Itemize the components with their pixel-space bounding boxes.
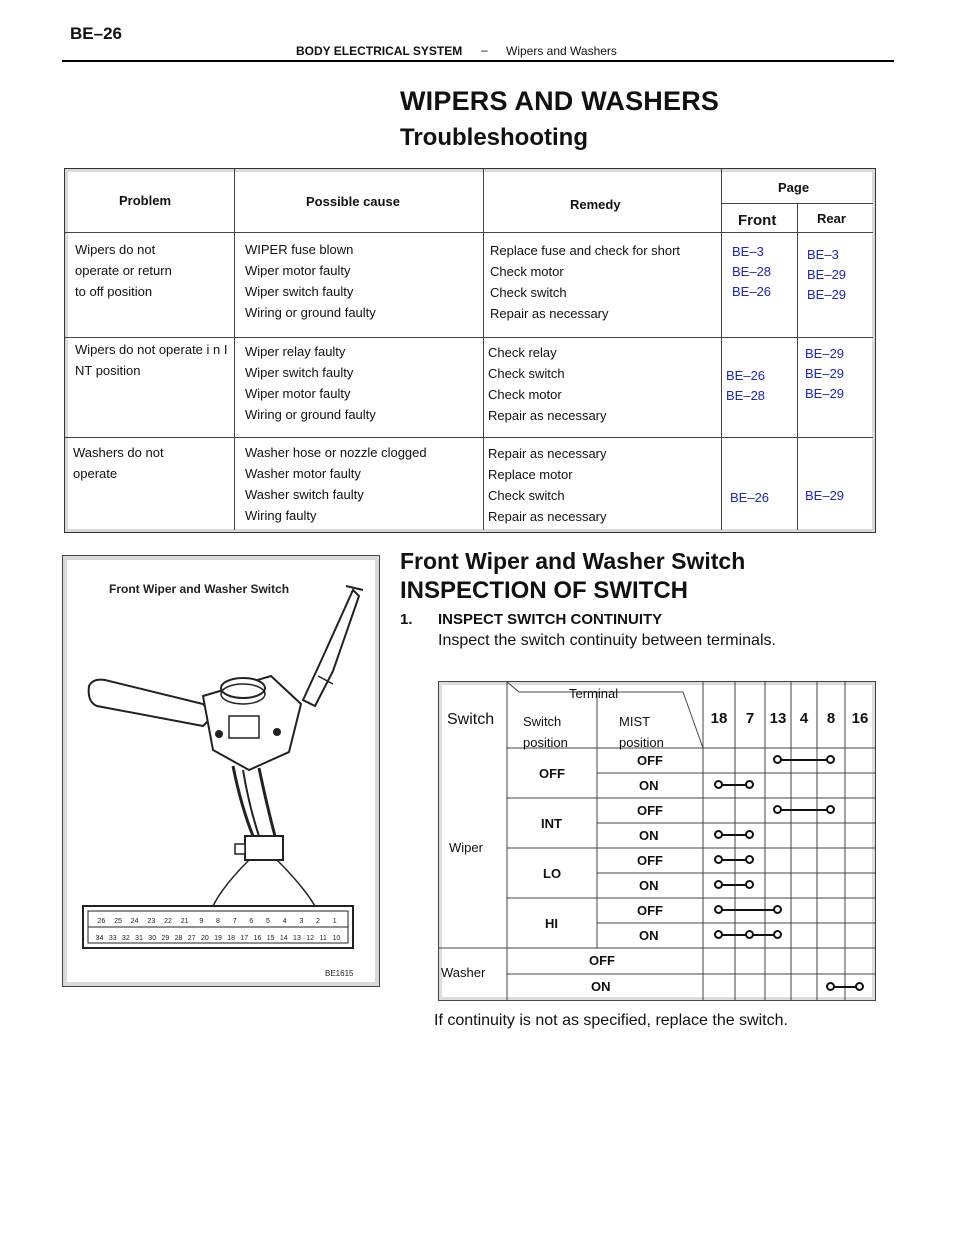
header-page: Page xyxy=(778,180,810,195)
figure-caption: Front Wiper and Washer Switch xyxy=(109,582,290,596)
connector-pin-label: 19 xyxy=(214,935,222,942)
connector-pin-label: 24 xyxy=(130,918,139,925)
continuity-node xyxy=(773,805,782,814)
connector-pin-label: 21 xyxy=(180,918,189,925)
row2-front-pages[interactable]: BE–26 BE–28 xyxy=(726,368,766,403)
connector-pin-label: 9 xyxy=(199,918,204,925)
row2-problem: Wipers do not operate i n I NT position xyxy=(75,342,228,378)
row1-rear-pages[interactable]: BE–3 BE–29 BE–29 xyxy=(807,247,847,302)
troubleshooting-table xyxy=(64,168,876,533)
table-divider xyxy=(65,437,873,438)
header-rear: Rear xyxy=(817,211,846,226)
row3-problem: Washers do not operate xyxy=(73,445,164,481)
mist-off: OFF xyxy=(637,753,663,768)
continuity-node xyxy=(714,905,723,914)
connector-pin-label: 2 xyxy=(316,918,320,925)
header-separator: – xyxy=(481,43,488,57)
continuity-node xyxy=(714,855,723,864)
terminal-16: 16 xyxy=(851,710,869,727)
connector-pin-label: 6 xyxy=(249,918,254,925)
connector-pin-label: 17 xyxy=(240,935,249,942)
connector-pin-label: 3 xyxy=(299,918,304,925)
row3-front-pages[interactable]: BE–26 xyxy=(730,490,770,505)
switch-label: Switch xyxy=(447,711,495,728)
header-rule xyxy=(62,60,894,62)
row1-causes: WIPER fuse blown Wiper motor faulty Wiper switch faulty Wiring or ground faulty xyxy=(245,242,376,320)
header-problem: Problem xyxy=(119,193,172,208)
connector-pin-label: 31 xyxy=(135,935,143,942)
continuity-node xyxy=(714,930,723,939)
connector-pin-label: 26 xyxy=(97,918,106,925)
continuity-wire xyxy=(719,909,778,911)
pos-hi: HI xyxy=(545,916,558,931)
pos-lo: LO xyxy=(543,866,562,881)
connector-pin-label: 33 xyxy=(108,935,117,942)
connector-pin-label: 34 xyxy=(95,935,104,942)
step-description: Inspect the switch continuity between terminals. xyxy=(438,632,776,649)
mist-off: OFF xyxy=(637,903,663,918)
switch-position-label: Switch position xyxy=(523,714,568,750)
connector-top-row xyxy=(97,918,336,925)
table-divider xyxy=(65,337,873,338)
connector-pin-label: 30 xyxy=(148,935,157,942)
continuity-node xyxy=(826,982,835,991)
continuity-node xyxy=(826,755,835,764)
connector-pin-label: 29 xyxy=(161,935,170,942)
header-topic: Wipers and Washers xyxy=(506,44,617,58)
header-cause: Possible cause xyxy=(306,194,400,209)
section-subtitle: INSPECTION OF SWITCH xyxy=(400,577,688,604)
table-divider xyxy=(721,203,873,204)
connector-pin-label: 4 xyxy=(282,918,287,925)
continuity-node xyxy=(714,830,723,839)
washer-off: OFF xyxy=(589,953,615,968)
row3-rear-pages[interactable]: BE–29 xyxy=(805,488,845,503)
row3-remedies: Repair as necessary Replace motor Check switch Repair as necessary xyxy=(488,446,607,524)
group-wiper: Wiper xyxy=(449,840,483,855)
continuity-node xyxy=(773,930,782,939)
mist-position-label: MIST position xyxy=(619,714,664,750)
continuity-node xyxy=(714,780,723,789)
continuity-node xyxy=(773,905,782,914)
terminal-18: 18 xyxy=(710,710,728,727)
connector-pin-label: 10 xyxy=(332,935,341,942)
connector-pin-label: 11 xyxy=(319,935,327,942)
continuity-node xyxy=(714,880,723,889)
table-divider xyxy=(721,169,722,530)
connector-pin-label: 25 xyxy=(114,918,122,925)
continuity-node xyxy=(745,880,754,889)
step-number: 1. xyxy=(400,611,413,628)
mist-on: ON xyxy=(639,928,659,943)
row2-rear-pages[interactable]: BE–29 BE–29 BE–29 xyxy=(805,346,845,401)
switch-illustration xyxy=(62,555,380,987)
connector-pin-label: 5 xyxy=(266,918,270,925)
group-washer: Washer xyxy=(441,965,486,980)
footer-note: If continuity is not as specified, replace the switch. xyxy=(434,1012,788,1029)
continuity-node xyxy=(745,855,754,864)
continuity-node xyxy=(745,930,754,939)
mist-off: OFF xyxy=(637,803,663,818)
connector-pin-label: 15 xyxy=(266,935,275,942)
row1-front-pages[interactable]: BE–3 BE–28 BE–26 xyxy=(732,244,772,299)
connector-pin-label: 14 xyxy=(279,935,288,942)
connector-pin-label: 8 xyxy=(216,918,220,925)
connector-pin-label: 16 xyxy=(253,935,262,942)
pos-off: OFF xyxy=(539,766,565,781)
connector-pin-label: 28 xyxy=(174,935,183,942)
connector-pin-label: 23 xyxy=(147,918,156,925)
connector-pin-label: 7 xyxy=(232,918,237,925)
page-subtitle: Troubleshooting xyxy=(400,124,588,151)
pos-int: INT xyxy=(541,816,562,831)
header-remedy: Remedy xyxy=(570,197,621,212)
continuity-node xyxy=(773,755,782,764)
connector-pin-label: 20 xyxy=(200,935,209,942)
mist-on: ON xyxy=(639,878,659,893)
header-section: BODY ELECTRICAL SYSTEM xyxy=(296,44,463,58)
terminal-7: 7 xyxy=(745,710,755,727)
connector-pin-label: 18 xyxy=(227,935,236,942)
row2-causes: Wiper relay faulty Wiper switch faulty Wiper motor faulty Wiring or ground faulty xyxy=(245,344,376,422)
figure-code: BE1615 xyxy=(325,969,354,978)
wiper-switch-drawing xyxy=(63,556,379,986)
connector-pin-label: 32 xyxy=(121,935,130,942)
page-number: BE–26 xyxy=(70,24,122,43)
section-title: Front Wiper and Washer Switch xyxy=(400,548,746,574)
row1-problem: Wipers do not operate or return to off position xyxy=(75,242,172,299)
terminal-label: Terminal xyxy=(569,686,619,701)
row2-remedies: Check relay Check switch Check motor Repair as necessary xyxy=(488,345,607,423)
continuity-table xyxy=(438,681,876,1001)
connector-pin-label: 1 xyxy=(332,918,337,925)
terminal-4: 4 xyxy=(799,710,809,727)
terminal-13: 13 xyxy=(769,710,787,727)
row1-remedies: Replace fuse and check for short Check motor Check switch Repair as necessary xyxy=(490,243,681,321)
mist-on: ON xyxy=(639,778,659,793)
continuity-node xyxy=(826,805,835,814)
continuity-node xyxy=(855,982,864,991)
connector-pin-label: 22 xyxy=(164,918,172,925)
mist-off: OFF xyxy=(637,853,663,868)
continuity-wire xyxy=(778,809,831,811)
step-title: INSPECT SWITCH CONTINUITY xyxy=(438,611,663,628)
continuity-node xyxy=(745,830,754,839)
connector-pin-label: 27 xyxy=(187,935,196,942)
continuity-wire xyxy=(778,759,831,761)
header-front: Front xyxy=(738,212,777,229)
table-divider xyxy=(797,203,798,530)
row3-causes: Washer hose or nozzle clogged Washer motor faulty Washer switch faulty Wiring faulty xyxy=(245,445,427,523)
mist-on: ON xyxy=(639,828,659,843)
washer-on: ON xyxy=(591,979,611,994)
connector-pin-label: 13 xyxy=(293,935,301,942)
page-title: WIPERS AND WASHERS xyxy=(400,86,720,116)
table-divider xyxy=(483,169,484,530)
table-divider xyxy=(65,232,873,233)
connector-pin-label: 12 xyxy=(306,935,315,942)
table-divider xyxy=(234,169,235,530)
continuity-node xyxy=(745,780,754,789)
terminal-8: 8 xyxy=(826,710,836,727)
